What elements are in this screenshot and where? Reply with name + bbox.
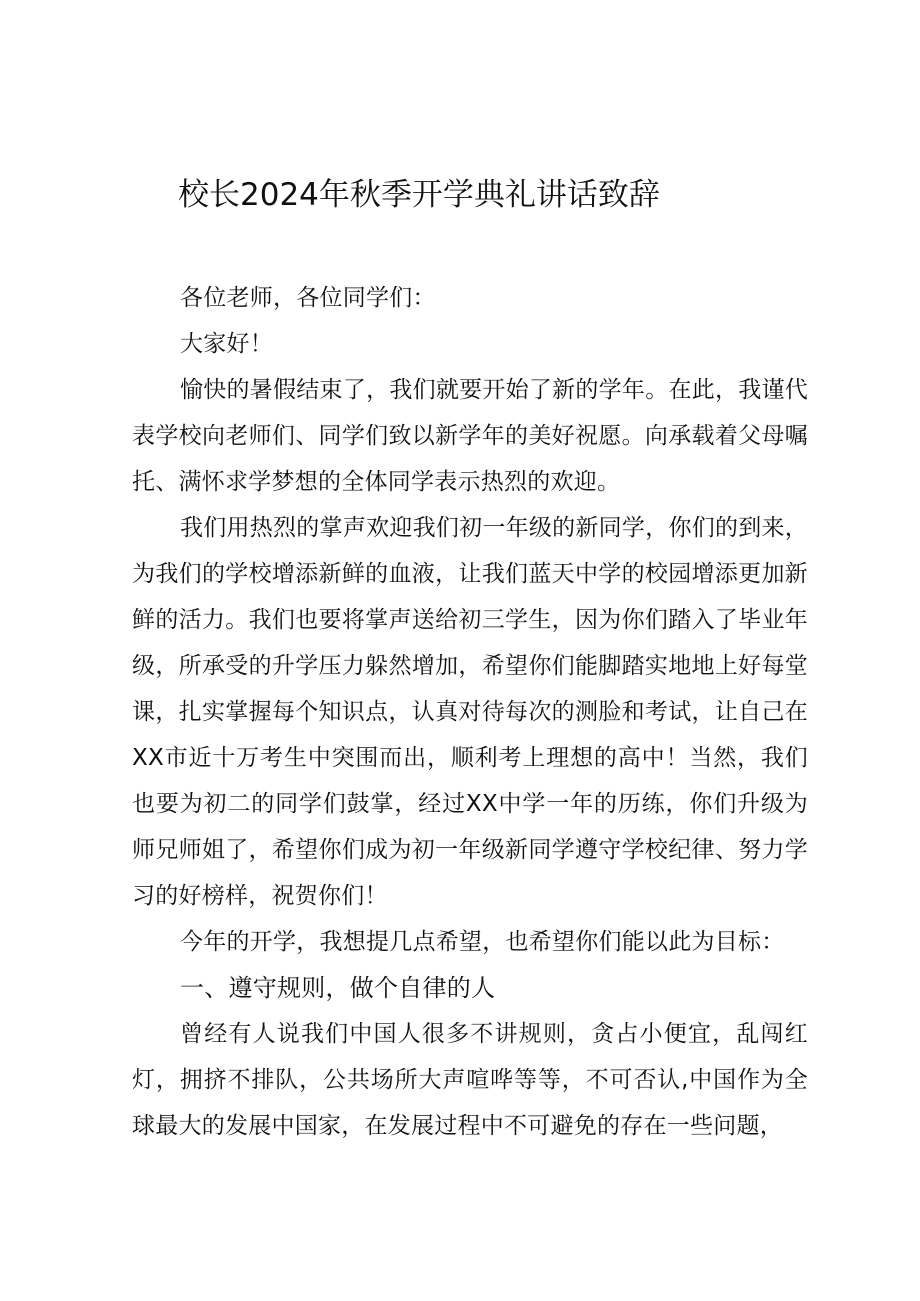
paragraph-rules: 曾经有人说我们中国人很多不讲规则，贪占小便宜，乱闯红灯，拥挤不排队，公共场所大声喧哗等等，不可否认,中国作为全球最大的发展中国家，在发展过程中不可避免的存在一些问题， [132, 1021, 808, 1139]
paragraph-welcome: 我们用热烈的掌声欢迎我们初一年级的新同学，你们的到来，为我们的学校增添新鲜的血液，让我们蓝天中学的校园增添更加新鲜的活力。我们也要将掌声送给初三学生，因为你们踏入了毕业年级，所承受的升学压力躲然增加，希望你们能脚踏实地地上好每堂课，扎实掌握每个知识点，认真对待每次的测脸和考试，让自己在XX市近十万考生中突围而出，顺利考上理想的高中！当然，我们也要为初二的同学们鼓掌，经过XX中学一年的历练，你们升级为师兄师姐了，希望你们成为初一年级新同学遵守学校纪律、努力学习的好榜样，祝贺你们！ [132, 515, 808, 909]
paragraph-opening: 愉快的暑假结束了，我们就要开始了新的学年。在此，我谨代表学校向老师们、同学们致以新学年的美好祝愿。向承载着父母嘱托、满怀求学梦想的全体同学表示热烈的欢迎。 [132, 377, 808, 495]
paragraph-hopes-intro: 今年的开学，我想提几点希望，也希望你们能以此为目标： [180, 929, 785, 955]
document-body [132, 275, 808, 1149]
section-heading: 一、遵守规则，做个自律的人 [180, 974, 496, 1002]
document-title: 校长2024年秋季开学典礼讲话致辞 [178, 177, 660, 213]
greeting: 大家好！ [180, 331, 273, 357]
salutation: 各位老师，各位同学们： [180, 285, 436, 311]
